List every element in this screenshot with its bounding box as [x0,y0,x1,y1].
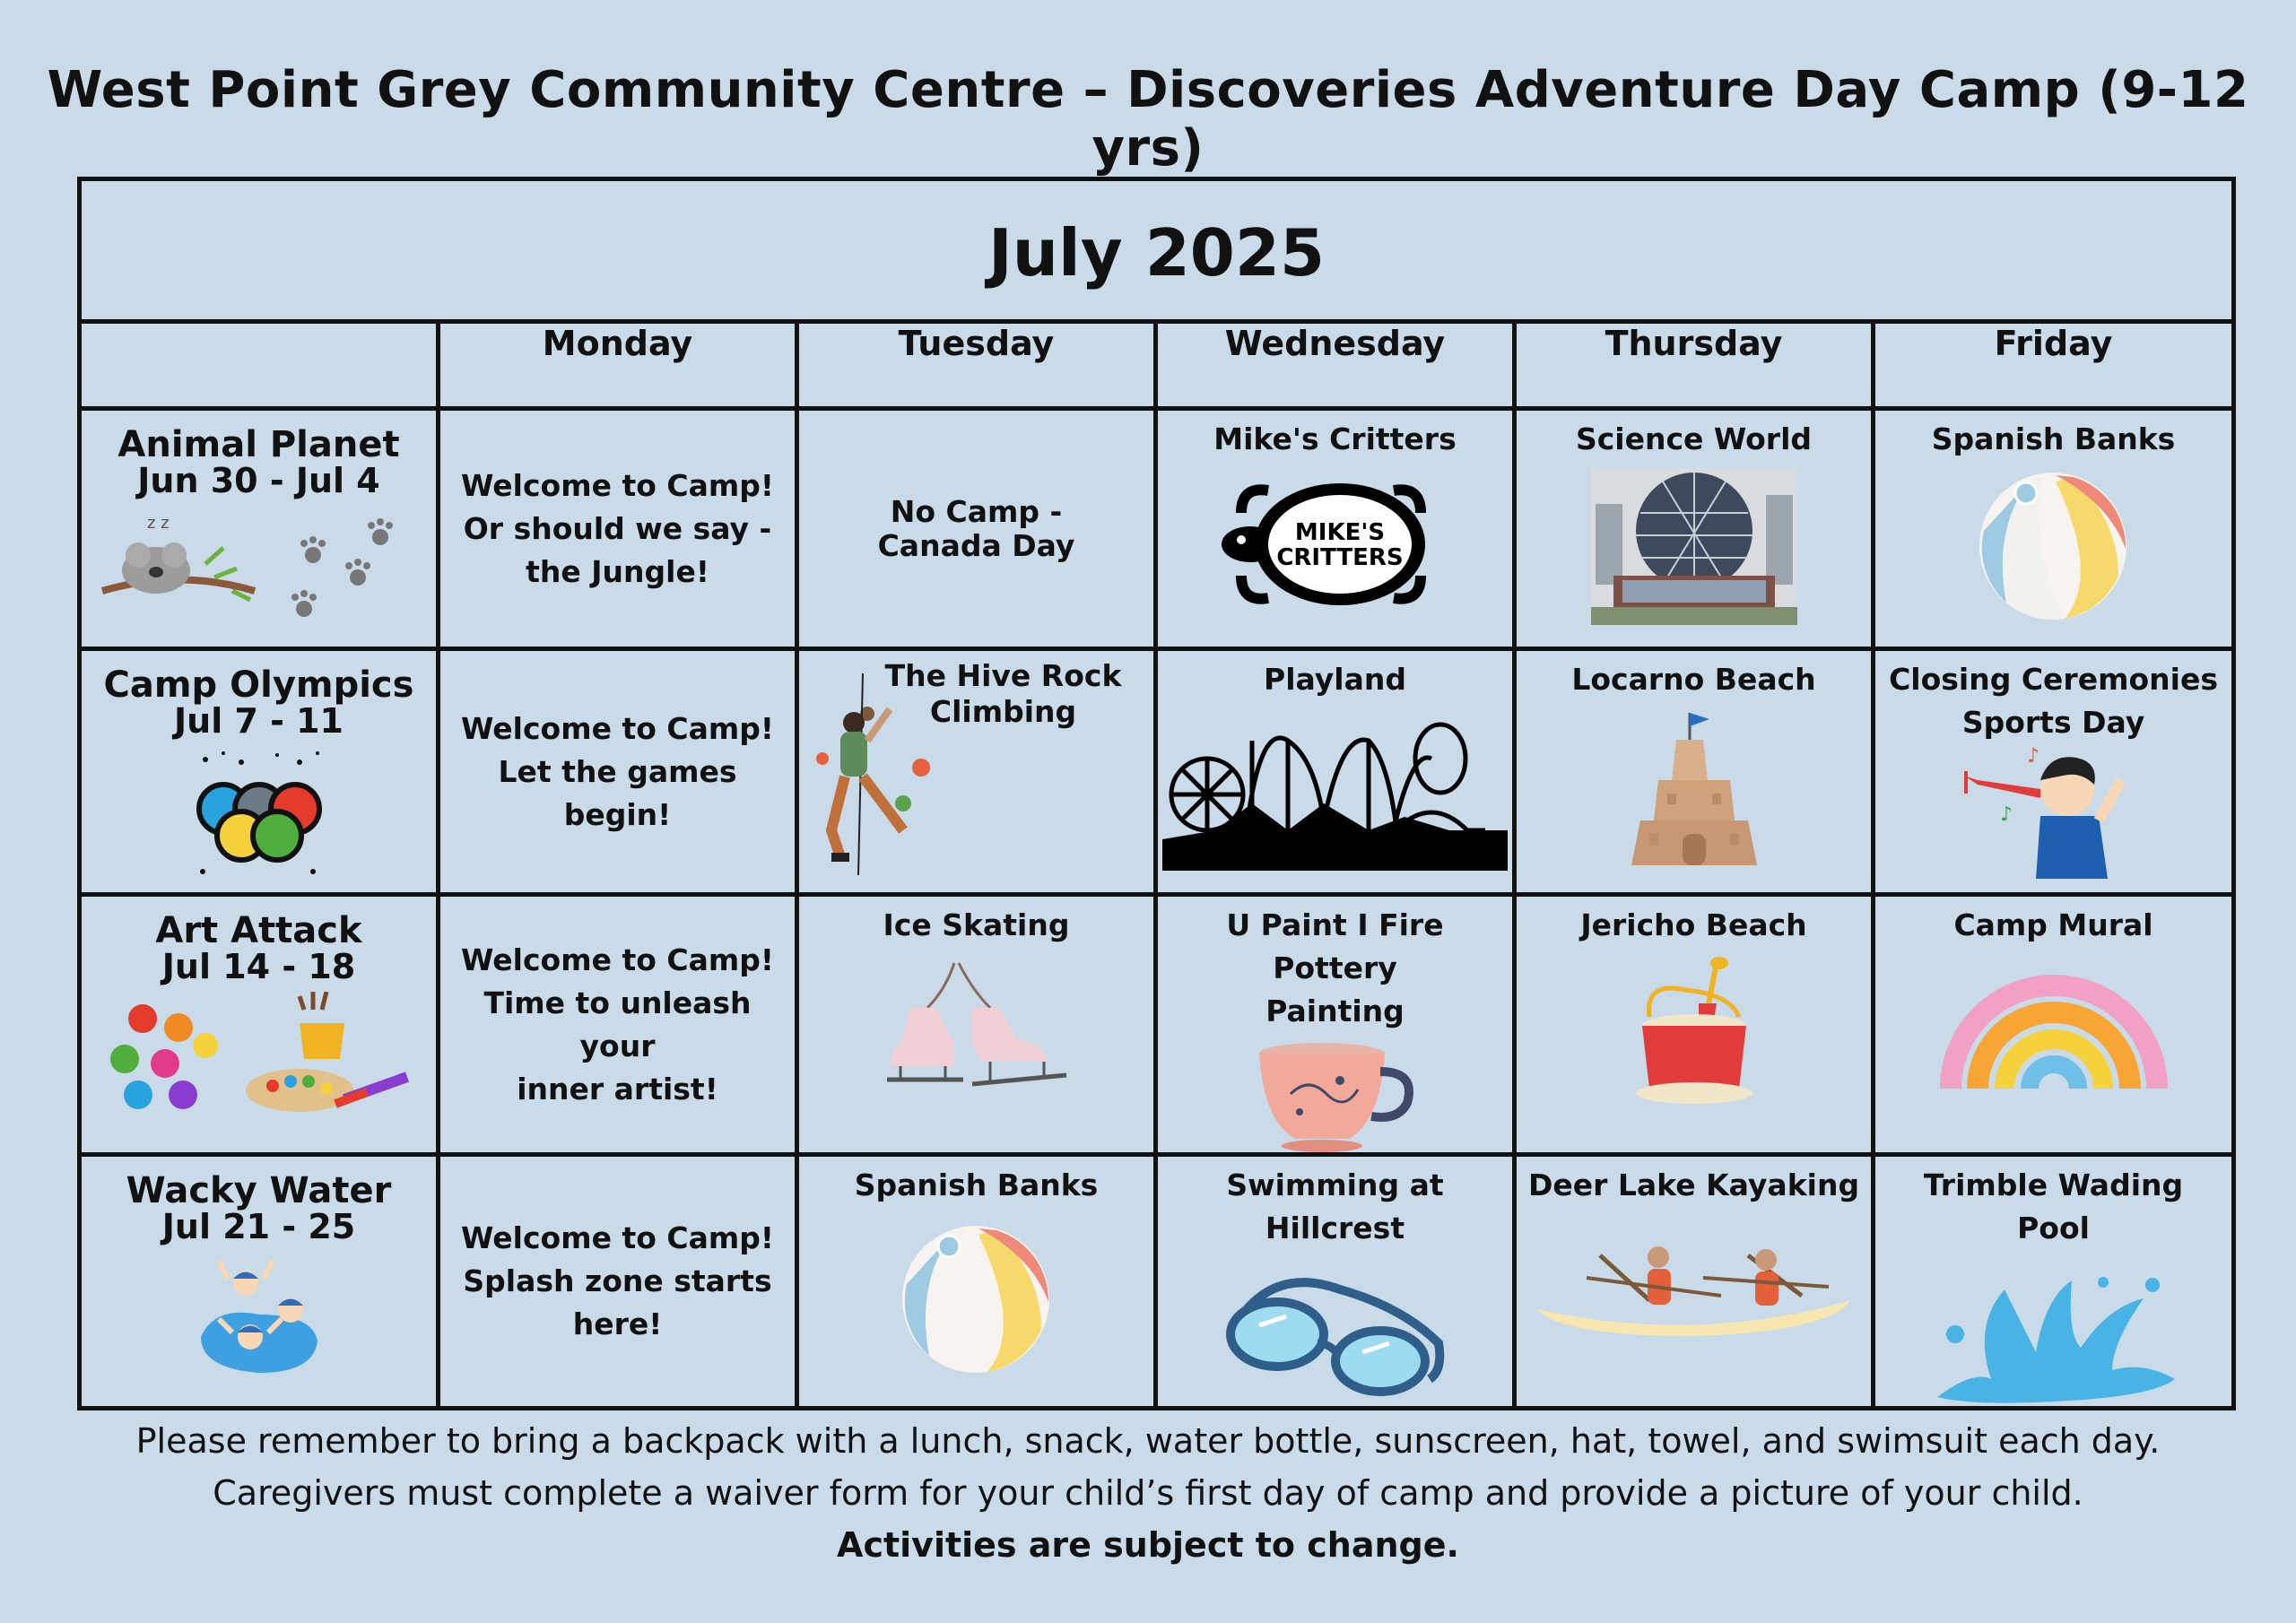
sandcastle-icon [1627,708,1761,870]
turtle-logo-icon [1214,468,1457,621]
geodesic-dome-icon [1591,468,1797,625]
activity-label: Ice Skating [883,907,1070,942]
svg-text:♪: ♪ [1999,803,2013,826]
day-header-monday: Monday [439,322,797,409]
week2-wednesday [1156,649,1515,895]
activity-label: U Paint I Fire Pottery Painting [1226,907,1444,1028]
activity-label: Camp Mural [1953,907,2153,942]
week4-thursday [1515,1155,1874,1409]
activity-label: No Camp - Canada Day [877,493,1075,563]
footer-line-2: Caregivers must complete a waiver form for your child’s first day of camp and provide a picture of your child. [213,1473,2083,1513]
week-label-cell [80,895,439,1155]
week1-monday [439,409,797,649]
week-theme: Animal Planet [117,424,400,465]
week4-monday [439,1155,797,1409]
week3-wednesday [1156,895,1515,1155]
week2-tuesday [797,649,1156,895]
kid-with-horn-icon [1964,744,2144,879]
water-splash-icon [1919,1271,2188,1406]
week1-tuesday [797,409,1156,649]
koala-and-paw-prints-icon [98,506,421,622]
svg-text:CRITTERS: CRITTERS [1275,544,1404,571]
sand-bucket-icon [1631,954,1757,1107]
footer-line-3: Activities are subject to change. [837,1525,1459,1565]
week-dates: Jun 30 - Jul 4 [137,461,380,500]
activity-label: Spanish Banks [854,1167,1099,1202]
week2-friday [1874,649,2234,895]
day-header-tuesday: Tuesday [797,322,1156,409]
welcome-message: Welcome to Camp! Splash zone starts here! [461,1220,774,1341]
amusement-park-silhouette-icon [1162,705,1508,871]
week1-friday [1874,409,2234,649]
week3-thursday [1515,895,1874,1155]
activity-label: The Hive Rock Climbing [884,658,1122,729]
activity-label: Trimble Wading Pool [1923,1167,2184,1245]
beach-ball-icon [1975,468,2132,625]
svg-text:MIKE'S: MIKE'S [1294,519,1385,546]
week4-wednesday [1156,1155,1515,1409]
week-theme: Camp Olympics [103,664,414,706]
day-header-wednesday: Wednesday [1156,322,1515,409]
welcome-message: Welcome to Camp! Time to unleash your inner artist! [461,942,774,1107]
activity-label: Jericho Beach [1580,907,1807,942]
welcome-message: Welcome to Camp! Or should we say - the Jungle! [461,467,774,589]
rainbow-icon [1937,954,2170,1098]
week-label-cell [80,409,439,649]
week1-wednesday [1156,409,1515,649]
svg-text:z z: z z [146,514,170,533]
month-header [80,179,2234,322]
week3-monday [439,895,797,1155]
activity-label: Deer Lake Kayaking [1527,1167,1860,1202]
swim-goggles-icon [1223,1271,1448,1397]
ice-skates-icon [883,954,1071,1098]
month-title: July 2025 [987,215,1326,291]
week-label-cell [80,649,439,895]
olympic-rings-icon [192,746,326,881]
week3-friday [1874,895,2234,1155]
rock-climber-icon [804,669,930,884]
activity-label: Mike's Critters [1213,421,1457,456]
page-title: West Point Grey Community Centre – Discoveries Adventure Day Camp (9-12 yrs) [47,61,2249,178]
handprints-and-paint-icon [98,992,421,1117]
week4-tuesday [797,1155,1156,1409]
activity-label: Swimming at Hillcrest [1226,1167,1444,1245]
beach-ball-icon [898,1221,1055,1378]
kayak-icon [1533,1246,1856,1345]
day-header-thursday: Thursday [1515,322,1874,409]
activity-label: Spanish Banks [1931,421,2176,456]
calendar-table [77,177,2236,1410]
teacup-icon [1255,1040,1416,1152]
week-theme: Art Attack [155,910,362,951]
footer [0,1415,2296,1571]
week-dates: Jul 14 - 18 [161,947,356,986]
week1-thursday [1515,409,1874,649]
activity-label: Science World [1575,421,1813,456]
day-header-friday: Friday [1874,322,2234,409]
corner-cell [80,322,439,409]
week2-thursday [1515,649,1874,895]
welcome-message: Welcome to Camp! Let the games begin! [461,710,774,832]
week2-monday [439,649,797,895]
week-label-cell [80,1155,439,1409]
footer-line-1: Please remember to bring a backpack with a lunch, snack, water bottle, sunscreen, hat, towel, and swimsuit each day. [135,1421,2161,1461]
week-dates: Jul 21 - 25 [161,1207,356,1246]
activity-label: Locarno Beach [1571,662,1816,697]
week-dates: Jul 7 - 11 [174,701,344,741]
kids-swimming-icon [196,1252,322,1377]
week-theme: Wacky Water [126,1170,392,1211]
week4-friday [1874,1155,2234,1409]
activity-label: Closing Ceremonies Sports Day [1889,662,2218,740]
week3-tuesday [797,895,1156,1155]
activity-label: Playland [1264,662,1406,697]
svg-text:♪: ♪ [2026,745,2039,768]
